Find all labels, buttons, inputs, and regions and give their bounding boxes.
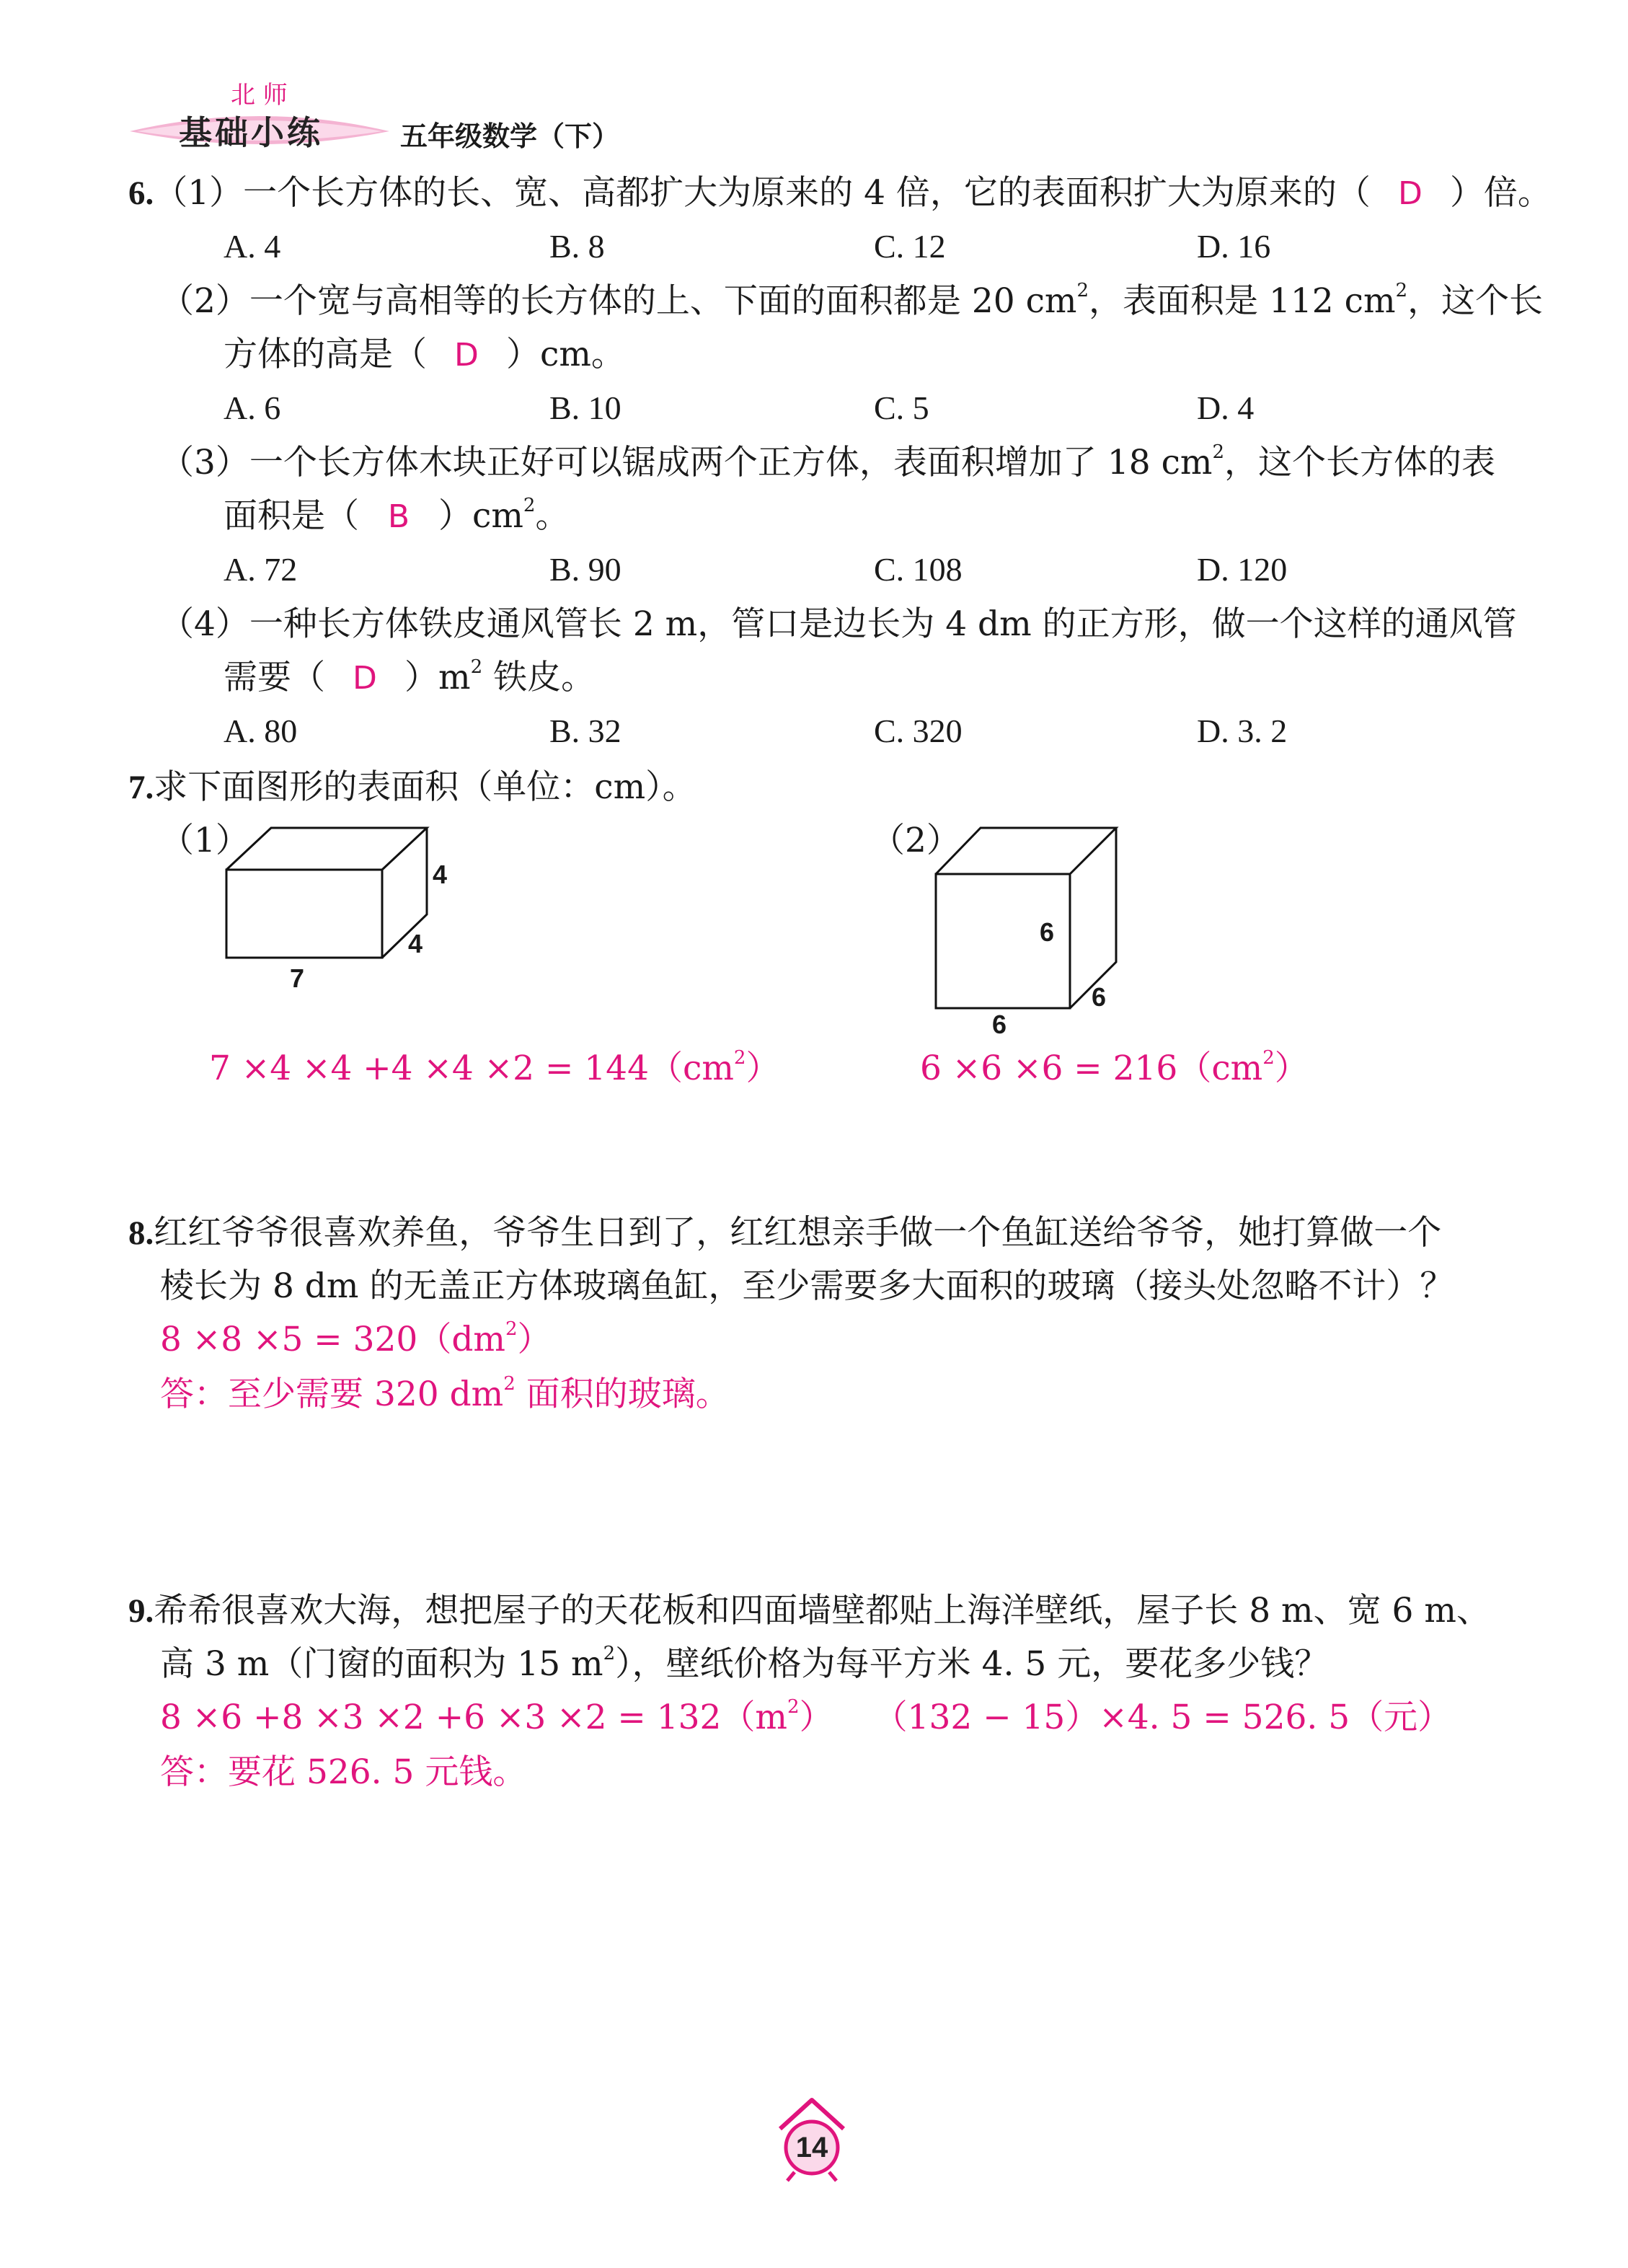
header <box>123 72 642 159</box>
q6-p3-option-a: A. 72 <box>224 551 298 588</box>
fig1-length-label: 7 <box>290 963 305 993</box>
q6-part2-line1: （2）一个宽与高相等的长方体的上、下面的面积都是 20 $cm^2$，表面积是 112 $cm^2$，这个长 <box>160 280 1544 321</box>
book-title: 五年级数学（下） <box>400 120 620 152</box>
fig2-width-label: 6 <box>1092 982 1107 1012</box>
fig1-width-label: 4 <box>408 929 423 958</box>
q6-part3-line1: （3）一个长方体木块正好可以锯成两个正方体，表面积增加了 18 $cm^2$，这个长方体的表 <box>160 441 1496 482</box>
q6-p1-option-a: A. 4 <box>224 228 281 265</box>
page-number-badge <box>770 2091 854 2185</box>
q9-line2: 高 3 m（门窗的面积为 15 $m^2$），壁纸价格为每平方米 4. 5 元，要花多少钱？ <box>160 1643 1329 1684</box>
fig2-length-label: 6 <box>992 1010 1007 1039</box>
q7-fig2-answer: $6 \times 6 \times 6 = 216(cm^2)$ <box>920 1047 1309 1088</box>
cuboid-figure <box>216 822 461 981</box>
q6-p3-answer: B <box>387 498 410 535</box>
brand-top: 北 师 <box>231 81 288 110</box>
q9-line1: 9.希希很喜欢大海，想把屋子的天花板和四面墙壁都贴上海洋壁纸，屋子长 8 m、宽 6 m、 <box>128 1591 1490 1631</box>
q9-answer: 答：要花 526. 5 元钱。 <box>160 1752 527 1792</box>
q6-p2-answer: D <box>454 337 479 374</box>
q6-p3-option-c: C. 108 <box>874 551 963 588</box>
q6-p4-option-c: C. 320 <box>874 712 963 749</box>
q6-p4-answer: D <box>353 660 377 697</box>
q8-line2: 棱长为 8 dm 的无盖正方体玻璃鱼缸，至少需要多大面积的玻璃（接头处忽略不计）？ <box>160 1266 1454 1306</box>
q6-p1-option-d: D. 16 <box>1197 228 1271 265</box>
q6-p4-option-a: A. 80 <box>224 712 298 749</box>
q6-p2-option-b: B. 10 <box>549 389 621 426</box>
q6-part4-line1: （4）一种长方体铁皮通风管长 2 m，管口是边长为 4 dm 的正方形，做一个这样的通风管 <box>160 604 1517 644</box>
q6-part1: 6.（1）一个长方体的长、宽、高都扩大为原来的 4 倍，它的表面积扩大为原来的（ D ）倍。 <box>128 172 1552 216</box>
q9-calculation: $8 \times 6 +8 \times 3 \times 2 +6 \times 3 \times 2 = 132(m^2) (132 - 15)\times 4$. 5 = 526. 5（元） <box>160 1696 1452 1737</box>
q6-p3-option-b: B. 90 <box>549 551 621 588</box>
q8-line1: 8.红红爷爷很喜欢养鱼，爷爷生日到了，红红想亲手做一个鱼缸送给爷爷，她打算做一个 <box>128 1213 1442 1253</box>
q6-part4-line2: 需要（ D ）$m^2$ 铁皮。 <box>224 656 595 700</box>
q8-calculation: $8 \times 8 \times 5 = 320(dm^2)$ <box>160 1318 552 1359</box>
q7-fig1-answer: $7 \times 4 \times 4 +4 \times 4 \times 2 = 144(cm^2)$ <box>209 1047 780 1088</box>
q9-number: 9. <box>128 1592 154 1630</box>
q6-part2-line2: 方体的高是（ D ）cm。 <box>224 333 625 377</box>
q8-number: 8. <box>128 1214 154 1252</box>
q6-p3-option-d: D. 120 <box>1197 551 1288 588</box>
q6-number: 6. <box>128 175 154 212</box>
page-number: 14 <box>795 2132 828 2163</box>
q7-number: 7. <box>128 769 154 806</box>
q6-p1-option-b: B. 8 <box>549 228 605 265</box>
fig1-height-label: 4 <box>433 860 448 889</box>
q8-answer: 答：至少需要 320 $dm^2$ 面积的玻璃。 <box>160 1373 730 1414</box>
q6-part3-line2: 面积是（ B ）$cm^2$。 <box>224 495 569 539</box>
q7-prompt: 7.求下面图形的表面积（单位：cm）。 <box>128 767 696 807</box>
q6-p2-option-d: D. 4 <box>1197 389 1255 426</box>
q7-fig2-label: （2） <box>871 821 960 860</box>
q6-p2-option-c: C. 5 <box>874 389 929 426</box>
q6-p1-answer: D <box>1397 175 1423 212</box>
brand-main: 基础小练 <box>179 113 323 152</box>
q6-p4-option-b: B. 32 <box>549 712 621 749</box>
q6-p2-option-a: A. 6 <box>224 389 281 426</box>
q6-p4-option-d: D. 3. 2 <box>1197 712 1288 749</box>
fig2-height-label: 6 <box>1040 917 1055 947</box>
q7-fig1-label: （1） <box>160 821 249 860</box>
q6-p1-option-c: C. 12 <box>874 228 946 265</box>
